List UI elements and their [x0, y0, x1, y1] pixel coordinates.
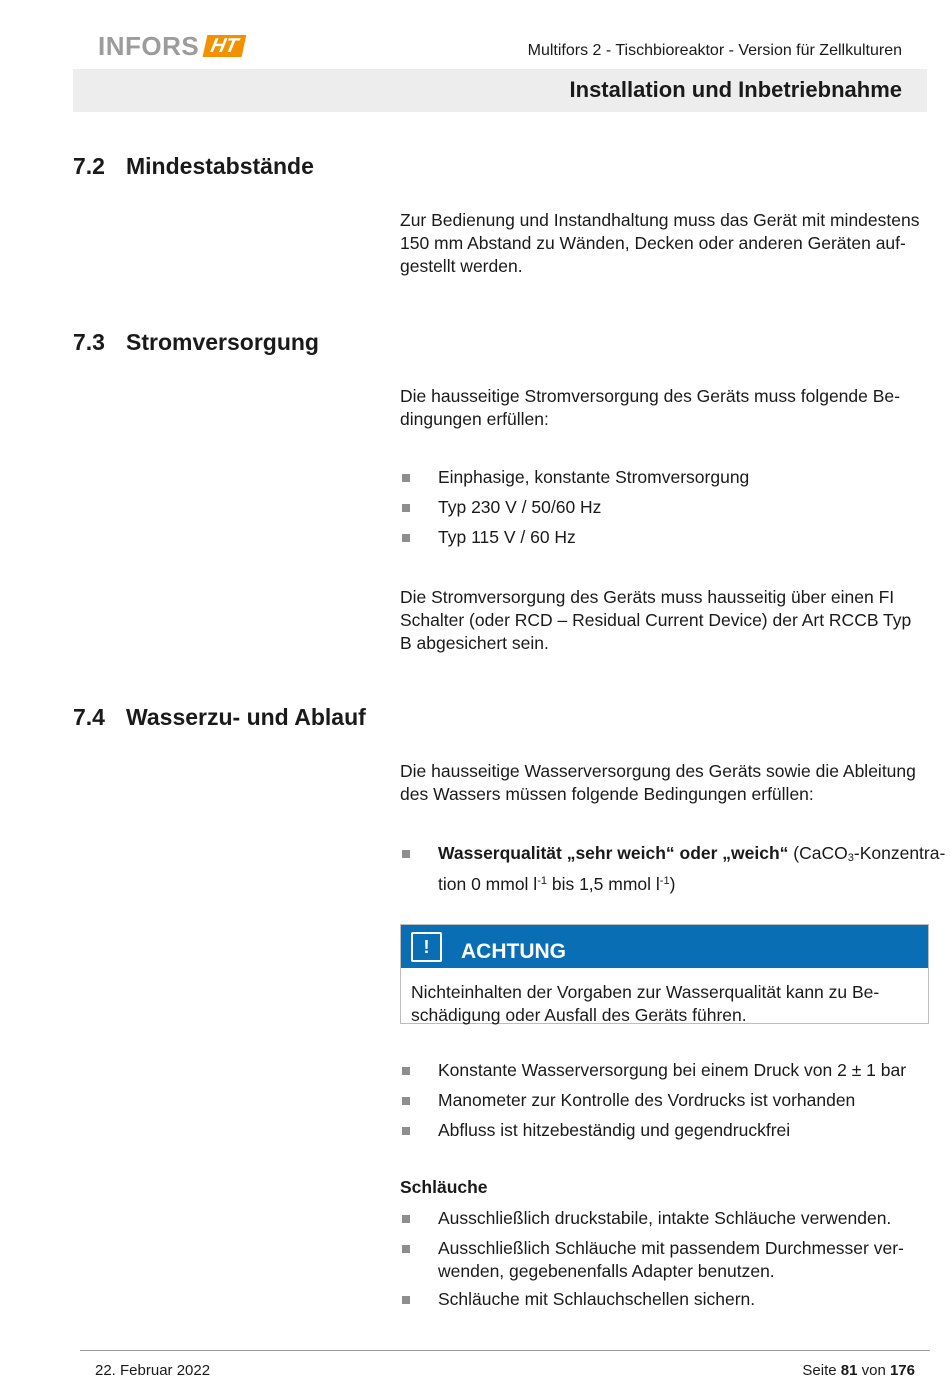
- section-number: 7.2: [73, 153, 105, 179]
- list-item-text: [438, 1207, 891, 1230]
- logo-text: INFORS: [98, 30, 200, 61]
- text-line: 150 mm Abstand zu Wänden, Decken oder anderen Geräten auf-: [400, 233, 906, 253]
- bullet-square-icon: [402, 1245, 410, 1253]
- text-fragment: (CaCO: [788, 843, 848, 863]
- bullet-square-icon: [402, 1067, 410, 1075]
- list-item-text: Typ 230 V / 50/60 Hz: [438, 497, 602, 517]
- bullet-square-icon: [402, 534, 410, 542]
- page-number: [802, 1362, 915, 1379]
- text-fragment: von: [857, 1362, 890, 1379]
- text-fragment: ): [669, 874, 676, 894]
- section-heading-7-4: [73, 704, 366, 731]
- text-fragment: Seite: [802, 1362, 841, 1379]
- paragraph-power-outro: [400, 586, 930, 655]
- text-line: Schalter (oder RCD – Residual Current Device) der Art RCCB Typ: [400, 610, 912, 630]
- section-title: Mindestabstände: [126, 153, 314, 179]
- bullet-square-icon: [402, 850, 410, 858]
- text-line: Die hausseitige Stromversorgung des Geräts muss folgende Be-: [400, 386, 900, 406]
- company-logo: [98, 31, 244, 61]
- text-line: schädigung oder Ausfall des Geräts führen.: [411, 1005, 747, 1025]
- text-line: B abgesichert sein.: [400, 633, 549, 653]
- exclamation-icon: !: [411, 932, 442, 962]
- bullet-square-icon: [402, 504, 410, 512]
- logo-mark: HT: [203, 35, 246, 57]
- text-line: des Wassers müssen folgende Bedingungen erfüllen:: [400, 784, 814, 804]
- total-pages: 176: [889, 1362, 915, 1379]
- text-fragment: tion 0 mmol l: [438, 874, 538, 894]
- paragraph-power-intro: [400, 385, 930, 431]
- text-line: Die hausseitige Wasserversorgung des Geräts sowie die Ableitung: [400, 761, 916, 781]
- section-number: 7.3: [73, 329, 105, 355]
- superscript: -1: [537, 875, 547, 887]
- text-line: Schläuche mit Schlauchschellen sichern.: [438, 1289, 756, 1309]
- warning-title: ACHTUNG: [461, 940, 566, 963]
- bullet-square-icon: [402, 1127, 410, 1135]
- list-item-text: Abfluss ist hitzebeständig und gegendruckfrei: [438, 1120, 791, 1140]
- subheading-hoses: Schläuche: [400, 1177, 488, 1197]
- superscript: -1: [659, 875, 670, 887]
- section-heading-7-3: [73, 329, 319, 356]
- document-subtitle: Multifors 2 - Tischbioreaktor - Version für Zellkulturen: [527, 42, 902, 59]
- subscript: 3: [847, 852, 854, 864]
- text-fragment: bis 1,5 mmol l: [546, 874, 660, 894]
- footer-date: 22. Februar 2022: [95, 1362, 211, 1379]
- warning-text: [411, 981, 879, 1027]
- bullet-square-icon: [402, 1296, 410, 1304]
- paragraph-water-intro: [400, 760, 930, 806]
- text-line: Die Stromversorgung des Geräts muss hausseitig über einen FI: [400, 587, 895, 607]
- text-fragment: -Konzentra-: [853, 843, 946, 863]
- text-line: gestellt werden.: [400, 256, 523, 276]
- bold-text: Wasserqualität „sehr weich“ oder „weich“: [438, 843, 789, 863]
- section-title: Wasserzu- und Ablauf: [126, 704, 366, 730]
- section-number: 7.4: [73, 704, 105, 730]
- warning-box: [400, 924, 929, 1024]
- text-line: Zur Bedienung und Instandhaltung muss das Gerät mit mindestens: [400, 210, 920, 230]
- paragraph-min-distance: [400, 209, 930, 278]
- list-item-text: [438, 842, 945, 896]
- list-item-text: [438, 1288, 755, 1311]
- list-item-text: Einphasige, konstante Stromversorgung: [438, 467, 750, 487]
- warning-header: [401, 925, 928, 968]
- chapter-header-bar: [73, 69, 927, 112]
- section-heading-7-2: [73, 153, 314, 180]
- text-line: Ausschließlich druckstabile, intakte Schläuche verwenden.: [438, 1208, 892, 1228]
- list-item-text: Typ 115 V / 60 Hz: [438, 527, 576, 547]
- list-item-text: Konstante Wasserversorgung bei einem Druck von 2 ± 1 bar: [438, 1060, 907, 1080]
- bullet-square-icon: [402, 474, 410, 482]
- list-item-text: [438, 1237, 904, 1283]
- text-line: Ausschließlich Schläuche mit passendem Durchmesser ver-: [438, 1238, 904, 1258]
- text-line: Nichteinhalten der Vorgaben zur Wasserqualität kann zu Be-: [411, 982, 880, 1002]
- footer-divider: [80, 1350, 930, 1351]
- current-page: 81: [840, 1362, 858, 1379]
- bullet-square-icon: [402, 1215, 410, 1223]
- list-item-text: Manometer zur Kontrolle des Vordrucks ist vorhanden: [438, 1090, 856, 1110]
- text-line: wenden, gegebenenfalls Adapter benutzen.: [438, 1261, 775, 1281]
- section-title: Stromversorgung: [126, 329, 319, 355]
- chapter-title: Installation und Inbetriebnahme: [569, 77, 902, 102]
- text-line: dingungen erfüllen:: [400, 409, 549, 429]
- bullet-square-icon: [402, 1097, 410, 1105]
